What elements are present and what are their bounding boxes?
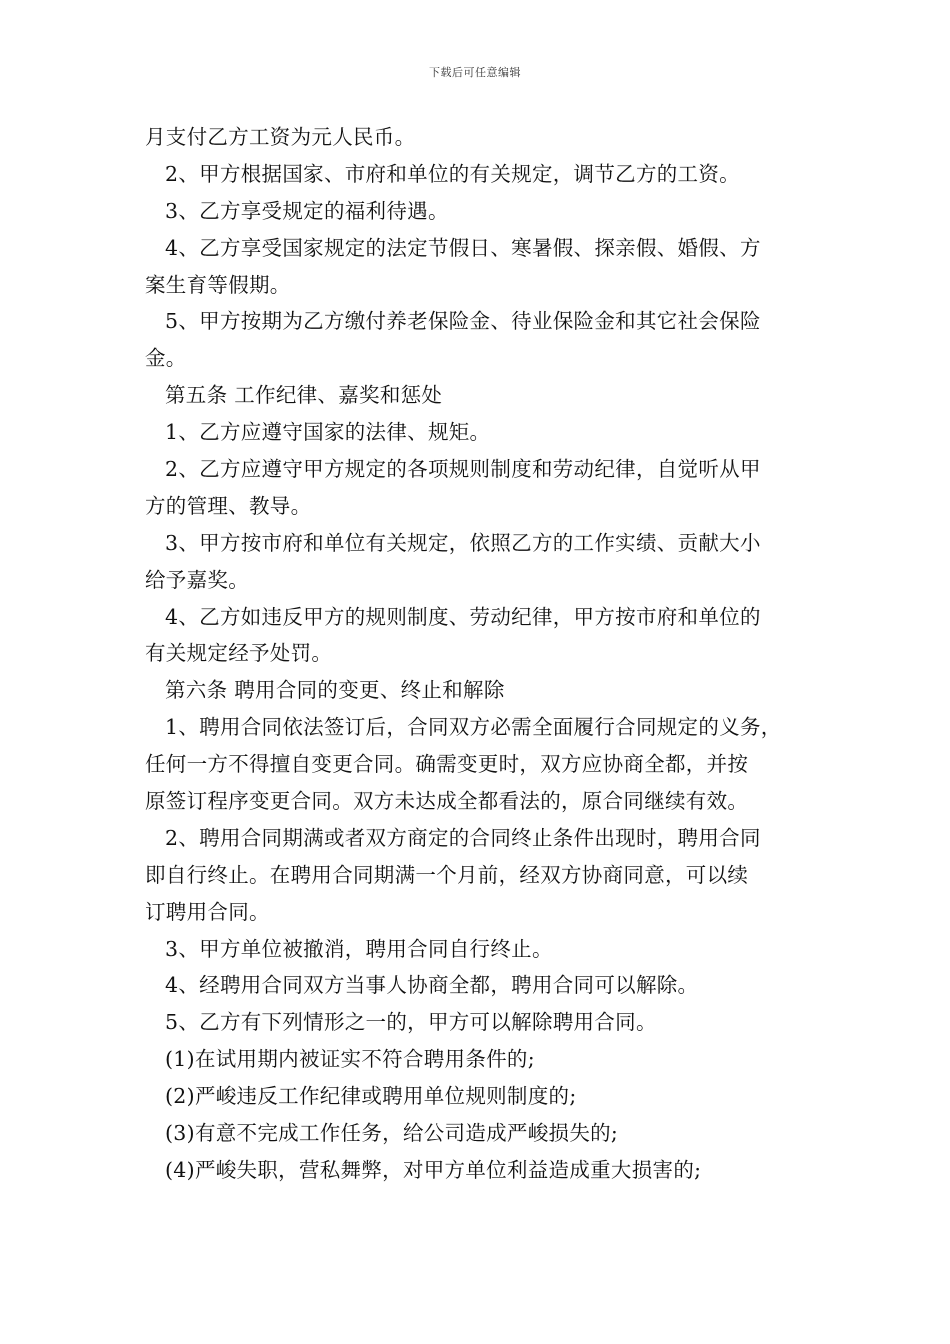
text-line: 订聘用合同。 [145,899,270,924]
text-line: 任何一方不得擅自变更合同。确需变更时，双方应协商全都，并按 [145,752,749,777]
text-line: 2、聘用合同期满或者双方商定的合同终止条件出现时，聘用合同 [165,825,761,850]
text-line: 5、乙方有下列情形之一的，甲方可以解除聘用合同。 [165,1010,657,1035]
text-line: 1、乙方应遵守国家的法律、规矩。 [165,420,491,445]
text-line: 5、甲方按期为乙方缴付养老保险金、待业保险金和其它社会保险 [165,309,761,334]
text-line: 方的管理、教导。 [145,493,312,518]
text-line: 即自行终止。在聘用合同期满一个月前，经双方协商同意，可以续 [145,862,749,887]
text-line: 3、甲方单位被撤消，聘用合同自行终止。 [165,936,553,961]
section-heading: 第六条 聘用合同的变更、终止和解除 [165,678,505,703]
text-line: 4、乙方享受国家规定的法定节假日、寒暑假、探亲假、婚假、方 [165,235,761,260]
text-line: 2、甲方根据国家、市府和单位的有关规定，调节乙方的工资。 [165,161,740,186]
document-body [145,119,815,1189]
text-line: 月支付乙方工资为元人民币。 [145,125,416,149]
text-line: 2、乙方应遵守甲方规定的各项规则制度和劳动纪律，自觉听从甲 [165,457,761,482]
text-line: 3、甲方按市府和单位有关规定，依照乙方的工作实绩、贡献大小 [165,530,761,555]
text-line: 给予嘉奖。 [145,567,249,592]
text-line: (1)在试用期内被证实不符合聘用条件的; [165,1047,535,1072]
text-line: 4、乙方如违反甲方的规则制度、劳动纪律，甲方按市府和单位的 [165,604,761,629]
text-line: (4)严峻失职，营私舞弊，对甲方单位利益造成重大损害的; [165,1157,702,1182]
text-line: 原签订程序变更合同。双方未达成全都看法的，原合同继续有效。 [145,789,749,814]
text-line: 1、聘用合同依法签订后，合同双方必需全面履行合同规定的义务， [165,715,782,740]
header-note: 下载后可任意编辑 [429,66,521,79]
text-line: 金。 [145,346,187,371]
text-line: 有关规定经予处罚。 [145,641,333,666]
text-line: 3、乙方享受规定的福利待遇。 [165,198,449,223]
text-line: (3)有意不完成工作任务，给公司造成严峻损失的; [165,1121,619,1146]
text-line: (2)严峻违反工作纪律或聘用单位规则制度的; [165,1084,577,1109]
text-line: 4、经聘用合同双方当事人协商全都，聘用合同可以解除。 [165,973,699,998]
text-line: 案生育等假期。 [145,272,291,297]
section-heading: 第五条 工作纪律、嘉奖和惩处 [165,383,443,408]
